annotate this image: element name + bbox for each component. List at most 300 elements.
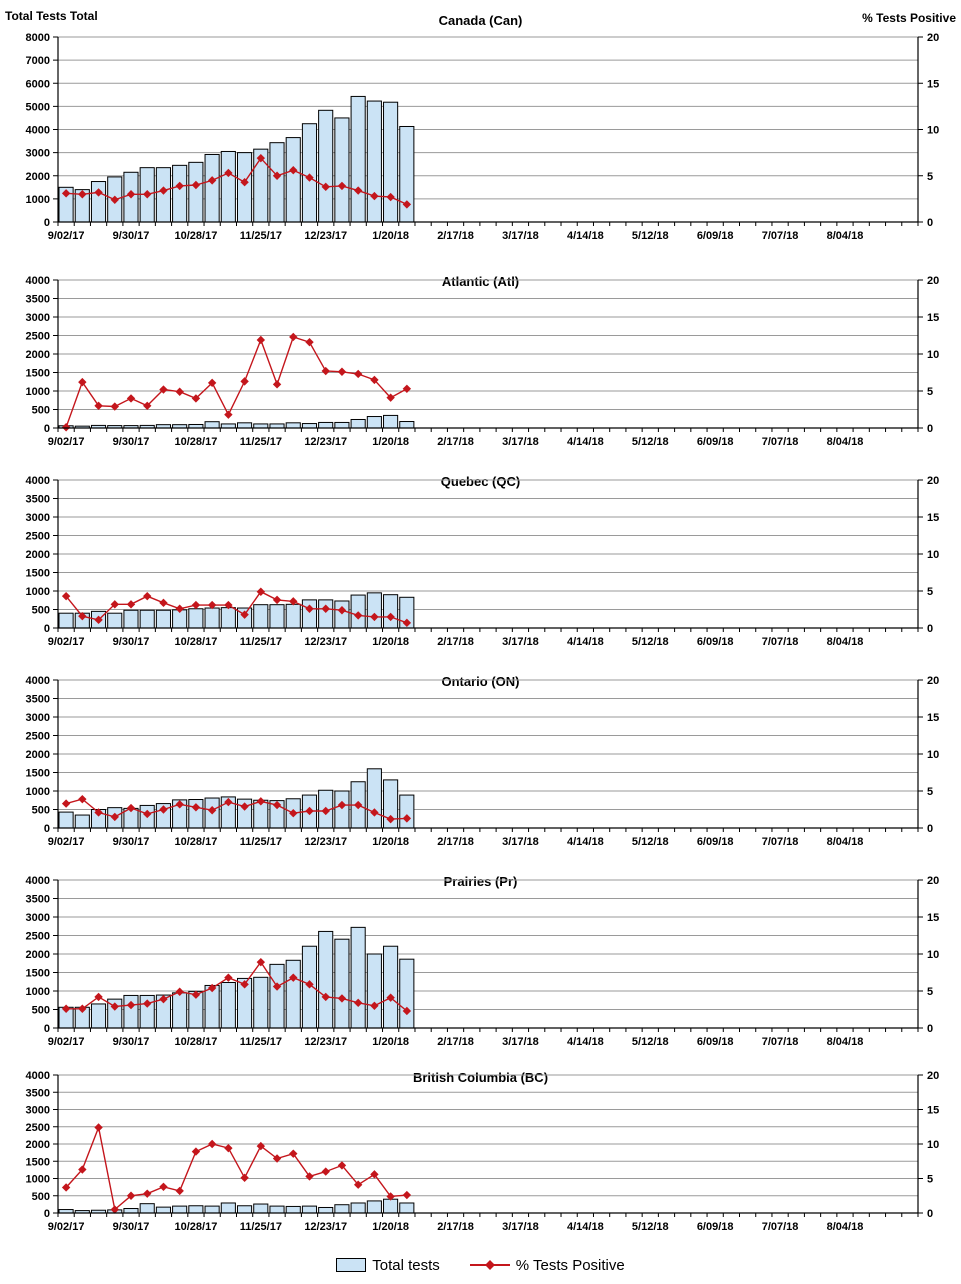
tick-label: 4000 xyxy=(25,675,50,687)
tick-label: 500 xyxy=(31,404,50,417)
tick-label: 7/07/18 xyxy=(761,636,799,648)
tick-label: 0 xyxy=(43,623,50,635)
bar xyxy=(351,96,365,222)
diamond-marker-icon xyxy=(159,1183,167,1191)
tick-label: 10 xyxy=(927,749,940,761)
tick-label: 2000 xyxy=(25,1139,50,1151)
bar xyxy=(205,154,219,222)
tick-label: 9/30/17 xyxy=(112,636,150,648)
bar xyxy=(302,424,316,428)
tick-label: 5 xyxy=(927,986,934,998)
chart-title-canada: Canada (Can) xyxy=(438,13,523,28)
bar xyxy=(173,993,187,1028)
bar xyxy=(91,1004,105,1028)
chart-title-quebec: Quebec (QC) xyxy=(440,474,521,489)
bar xyxy=(286,138,300,222)
diamond-marker-icon xyxy=(273,596,281,604)
tick-label: 7/07/18 xyxy=(761,1221,799,1233)
diamond-marker-icon xyxy=(273,380,281,388)
bar xyxy=(367,101,381,222)
tick-label: 2/17/18 xyxy=(437,836,474,848)
tick-label: 2/17/18 xyxy=(437,1036,474,1048)
legend-line-label: % Tests Positive xyxy=(515,1256,625,1274)
tick-label: 500 xyxy=(31,604,50,617)
tick-label: 1500 xyxy=(25,367,50,380)
tick-label: 6/09/18 xyxy=(696,636,734,648)
tick-label: 1000 xyxy=(25,986,50,998)
tick-label: 9/02/17 xyxy=(47,230,85,242)
legend-item-total-tests xyxy=(336,1257,440,1274)
tick-label: 11/25/17 xyxy=(239,1036,282,1048)
bar xyxy=(351,419,365,428)
bar xyxy=(75,815,89,828)
tick-label: 10 xyxy=(927,349,940,361)
diamond-marker-icon xyxy=(62,799,70,807)
tick-label: 4/14/18 xyxy=(567,1036,604,1048)
tick-label: 1/20/18 xyxy=(372,230,409,242)
tick-label: 6000 xyxy=(25,78,50,91)
diamond-marker-icon xyxy=(192,1147,200,1155)
left-axis-header: Total Tests Total xyxy=(5,9,98,23)
bars-total-tests xyxy=(59,415,414,428)
tick-label: 12/23/17 xyxy=(304,436,348,448)
tick-label: 3500 xyxy=(25,693,50,706)
legend-diamond-marker-icon xyxy=(485,1260,495,1270)
tick-label: 6/09/18 xyxy=(696,436,734,448)
bar xyxy=(124,1209,138,1213)
tick-label: 2500 xyxy=(25,530,50,543)
diamond-marker-icon xyxy=(403,385,411,393)
bar xyxy=(367,954,381,1028)
diamond-marker-icon xyxy=(143,592,151,600)
tick-label: 1000 xyxy=(25,586,50,598)
tick-label: 12/23/17 xyxy=(304,836,348,848)
tick-label: 12/23/17 xyxy=(304,1221,348,1233)
tick-label: 0 xyxy=(43,1023,50,1035)
tick-label: 15 xyxy=(927,912,940,924)
legend-item-pct-positive xyxy=(470,1257,625,1274)
bar xyxy=(270,605,284,628)
tick-label: 11/25/17 xyxy=(239,230,282,242)
diamond-marker-icon xyxy=(224,1144,232,1152)
bar xyxy=(384,102,398,222)
tick-label: 10/28/17 xyxy=(174,836,218,848)
tick-label: 0 xyxy=(43,423,50,435)
bar xyxy=(335,422,349,428)
tick-label: 10/28/17 xyxy=(174,1036,218,1048)
tick-label: 0 xyxy=(927,1208,934,1220)
chart-title-prairies: Prairies (Pr) xyxy=(443,874,518,889)
tick-label: 2500 xyxy=(25,1121,50,1134)
tick-label: 7/07/18 xyxy=(761,836,799,848)
diamond-marker-icon xyxy=(127,394,135,402)
tick-label: 4000 xyxy=(25,875,50,887)
tick-label: 3/17/18 xyxy=(502,836,539,848)
tick-label: 20 xyxy=(927,675,940,687)
tick-label: 2/17/18 xyxy=(437,436,474,448)
bar xyxy=(335,118,349,222)
tick-label: 9/30/17 xyxy=(112,436,150,448)
tick-label: 2500 xyxy=(25,930,50,943)
bar xyxy=(254,1204,268,1213)
tick-label: 15 xyxy=(927,1104,940,1117)
tick-label: 4/14/18 xyxy=(567,1221,604,1233)
bar xyxy=(156,1207,170,1213)
tick-label: 2500 xyxy=(25,330,50,343)
bar xyxy=(286,1206,300,1213)
chart-ontario-on xyxy=(26,675,940,848)
tick-label: 12/23/17 xyxy=(304,636,348,648)
bar xyxy=(205,422,219,428)
tick-label: 5/12/18 xyxy=(631,636,669,648)
tick-label: 9/30/17 xyxy=(112,230,150,242)
chart-quebec-qc xyxy=(26,475,940,648)
right-axis-header: % Tests Positive xyxy=(862,11,956,25)
bar xyxy=(286,604,300,628)
pct-line xyxy=(66,1127,407,1209)
tick-label: 3/17/18 xyxy=(502,436,539,448)
tick-label: 3000 xyxy=(25,312,50,324)
bar xyxy=(400,795,414,828)
diamond-marker-icon xyxy=(127,600,135,608)
chart-british-columbia-bc xyxy=(26,1070,940,1233)
bar xyxy=(335,601,349,628)
tick-label: 10 xyxy=(927,949,940,961)
bar xyxy=(237,1206,251,1213)
tick-label: 5/12/18 xyxy=(631,1221,669,1233)
tick-label: 5/12/18 xyxy=(631,836,669,848)
bar xyxy=(400,422,414,428)
tick-label: 11/25/17 xyxy=(239,836,282,848)
tick-label: 4000 xyxy=(25,475,50,487)
tick-label: 0 xyxy=(43,1208,50,1220)
tick-label: 20 xyxy=(927,32,940,44)
bar xyxy=(286,423,300,428)
bar xyxy=(270,1206,284,1213)
tick-label: 10 xyxy=(927,549,940,561)
tick-label: 9/30/17 xyxy=(112,1221,150,1233)
line-pct-tests-positive xyxy=(62,1123,411,1214)
bar xyxy=(254,977,268,1028)
tick-label: 6/09/18 xyxy=(696,230,734,242)
tick-label: 3500 xyxy=(25,293,50,306)
legend-line-swatch-icon xyxy=(470,1264,510,1266)
tick-label: 0 xyxy=(927,1023,934,1035)
tick-label: 1000 xyxy=(25,786,50,798)
tick-label: 3000 xyxy=(25,512,50,524)
tick-label: 6/09/18 xyxy=(696,836,734,848)
tick-label: 20 xyxy=(927,1070,940,1082)
tick-label: 500 xyxy=(31,804,50,817)
legend-bar-label: Total tests xyxy=(372,1256,440,1274)
tick-label: 9/02/17 xyxy=(47,1221,85,1233)
tick-label: 3500 xyxy=(25,493,50,506)
bar xyxy=(91,182,105,222)
diamond-marker-icon xyxy=(143,1189,151,1197)
tick-label: 4/14/18 xyxy=(567,230,604,242)
tick-label: 4000 xyxy=(25,124,50,137)
tick-label: 3/17/18 xyxy=(502,230,539,242)
tick-label: 1000 xyxy=(25,386,50,398)
bar xyxy=(189,609,203,628)
tick-label: 7/07/18 xyxy=(761,1036,799,1048)
tick-label: 3000 xyxy=(25,912,50,924)
bar xyxy=(205,1206,219,1213)
tick-label: 1/20/18 xyxy=(372,836,409,848)
bar xyxy=(384,946,398,1028)
tick-label: 15 xyxy=(927,78,940,91)
tick-label: 9/30/17 xyxy=(112,1036,150,1048)
tick-label: 1500 xyxy=(25,1156,50,1169)
diamond-marker-icon xyxy=(224,973,232,981)
tick-label: 10 xyxy=(927,124,940,137)
bar xyxy=(221,424,235,428)
diamond-marker-icon xyxy=(257,336,265,344)
tick-label: 8/04/18 xyxy=(826,1221,864,1233)
tick-label: 3000 xyxy=(25,147,50,160)
tick-label: 3000 xyxy=(25,1104,50,1117)
chart-atlantic-atl xyxy=(26,275,940,448)
diamond-marker-icon xyxy=(338,368,346,376)
bar xyxy=(189,1206,203,1213)
bar xyxy=(124,995,138,1028)
chart-prairies-pr xyxy=(26,875,940,1048)
diamond-marker-icon xyxy=(305,338,313,346)
tick-label: 20 xyxy=(927,275,940,287)
diamond-marker-icon xyxy=(322,367,330,375)
tick-label: 12/23/17 xyxy=(304,1036,348,1048)
tick-label: 1000 xyxy=(25,193,50,206)
diamond-marker-icon xyxy=(175,1187,183,1195)
diamond-marker-icon xyxy=(403,1191,411,1199)
bar xyxy=(156,610,170,628)
bar xyxy=(367,1201,381,1213)
bar xyxy=(270,143,284,222)
tick-label: 8/04/18 xyxy=(826,836,864,848)
tick-label: 500 xyxy=(31,1004,50,1017)
tick-label: 2000 xyxy=(25,749,50,761)
tick-label: 4/14/18 xyxy=(567,836,604,848)
tick-label: 500 xyxy=(31,1190,50,1203)
tick-label: 4/14/18 xyxy=(567,636,604,648)
tick-label: 10/28/17 xyxy=(174,436,218,448)
diamond-marker-icon xyxy=(94,1123,102,1131)
tick-label: 9/30/17 xyxy=(112,836,150,848)
bar xyxy=(319,600,333,628)
bar xyxy=(59,613,73,628)
bars-total-tests xyxy=(59,927,414,1028)
bar xyxy=(270,964,284,1028)
tick-label: 10/28/17 xyxy=(174,636,218,648)
bar xyxy=(319,931,333,1028)
bar xyxy=(335,939,349,1028)
tick-label: 1/20/18 xyxy=(372,636,409,648)
bar xyxy=(173,165,187,222)
tick-label: 20 xyxy=(927,475,940,487)
tick-label: 8/04/18 xyxy=(826,636,864,648)
diamond-marker-icon xyxy=(208,1140,216,1148)
bar xyxy=(221,982,235,1028)
bar xyxy=(319,422,333,428)
tick-label: 2000 xyxy=(25,349,50,361)
bar xyxy=(351,1203,365,1213)
tick-label: 10/28/17 xyxy=(174,230,218,242)
bar xyxy=(270,424,284,428)
tick-label: 5 xyxy=(927,386,934,398)
tick-label: 5 xyxy=(927,586,934,598)
tick-label: 0 xyxy=(43,217,50,229)
tick-label: 1/20/18 xyxy=(372,436,409,448)
tick-label: 1500 xyxy=(25,967,50,980)
diamond-marker-icon xyxy=(240,1174,248,1182)
tick-label: 15 xyxy=(927,712,940,724)
tick-label: 3/17/18 xyxy=(502,1221,539,1233)
tick-label: 5/12/18 xyxy=(631,1036,669,1048)
bar xyxy=(384,415,398,428)
chart-canada-can xyxy=(26,32,940,242)
pct-line xyxy=(66,337,407,427)
bar xyxy=(140,1204,154,1213)
bar xyxy=(335,1205,349,1213)
bar xyxy=(221,608,235,628)
bar xyxy=(156,168,170,222)
bar xyxy=(108,613,122,628)
tick-label: 11/25/17 xyxy=(239,636,282,648)
tick-label: 11/25/17 xyxy=(239,1221,282,1233)
tick-label: 3500 xyxy=(25,1087,50,1100)
tick-label: 10 xyxy=(927,1139,940,1151)
bar xyxy=(351,927,365,1028)
tick-label: 8/04/18 xyxy=(826,1036,864,1048)
tick-label: 9/02/17 xyxy=(47,1036,85,1048)
tick-label: 6/09/18 xyxy=(696,1221,734,1233)
tick-label: 1000 xyxy=(25,1173,50,1186)
tick-label: 2/17/18 xyxy=(437,1221,474,1233)
tick-label: 0 xyxy=(927,823,934,835)
tick-label: 15 xyxy=(927,512,940,524)
bar xyxy=(384,1199,398,1213)
bar xyxy=(302,124,316,222)
tick-label: 2/17/18 xyxy=(437,230,474,242)
diamond-marker-icon xyxy=(94,402,102,410)
diamond-marker-icon xyxy=(62,423,70,431)
tick-label: 0 xyxy=(927,217,934,229)
bar xyxy=(302,600,316,628)
bar xyxy=(237,153,251,222)
tick-label: 8/04/18 xyxy=(826,436,864,448)
tick-label: 3000 xyxy=(25,712,50,724)
tick-label: 5000 xyxy=(25,101,50,114)
tick-label: 5 xyxy=(927,1173,934,1186)
bar xyxy=(384,595,398,628)
tick-label: 12/23/17 xyxy=(304,230,348,242)
tick-label: 3/17/18 xyxy=(502,1036,539,1048)
diamond-marker-icon xyxy=(240,377,248,385)
tick-label: 3500 xyxy=(25,893,50,906)
legend-bar-swatch-icon xyxy=(336,1258,366,1272)
tick-label: 5/12/18 xyxy=(631,230,669,242)
tick-label: 3/17/18 xyxy=(502,636,539,648)
tick-label: 4/14/18 xyxy=(567,436,604,448)
bar xyxy=(140,610,154,628)
tick-label: 0 xyxy=(43,823,50,835)
bar xyxy=(319,110,333,222)
tick-label: 2000 xyxy=(25,549,50,561)
tick-label: 9/02/17 xyxy=(47,836,85,848)
tick-label: 6/09/18 xyxy=(696,1036,734,1048)
tick-label: 15 xyxy=(927,312,940,324)
bar xyxy=(335,791,349,828)
tick-label: 5 xyxy=(927,170,934,183)
line-pct-tests-positive xyxy=(62,333,411,432)
bar xyxy=(286,960,300,1028)
tick-label: 1500 xyxy=(25,567,50,580)
bar xyxy=(400,959,414,1028)
legend xyxy=(0,1250,961,1280)
bar xyxy=(254,605,268,628)
tick-label: 9/02/17 xyxy=(47,636,85,648)
diamond-marker-icon xyxy=(354,370,362,378)
tick-label: 7/07/18 xyxy=(761,436,799,448)
bar xyxy=(205,608,219,628)
diamond-marker-icon xyxy=(224,410,232,418)
diamond-marker-icon xyxy=(175,388,183,396)
tick-label: 1/20/18 xyxy=(372,1036,409,1048)
diamond-marker-icon xyxy=(78,378,86,386)
tick-label: 2/17/18 xyxy=(437,636,474,648)
tick-label: 4000 xyxy=(25,275,50,287)
bars-total-tests xyxy=(59,96,414,222)
diamond-marker-icon xyxy=(322,1167,330,1175)
diamond-marker-icon xyxy=(192,601,200,609)
tick-label: 8/04/18 xyxy=(826,230,864,242)
diamond-marker-icon xyxy=(159,599,167,607)
chart-title-british-columbia: British Columbia (BC) xyxy=(412,1070,549,1085)
tick-label: 2000 xyxy=(25,949,50,961)
tick-label: 5/12/18 xyxy=(631,436,669,448)
tick-label: 11/25/17 xyxy=(239,436,282,448)
bar xyxy=(173,1206,187,1213)
tick-label: 9/02/17 xyxy=(47,436,85,448)
bar xyxy=(221,151,235,222)
bar xyxy=(189,162,203,222)
tick-label: 1500 xyxy=(25,767,50,780)
tick-label: 20 xyxy=(927,875,940,887)
bar xyxy=(124,610,138,628)
tick-label: 0 xyxy=(927,623,934,635)
bar xyxy=(221,1203,235,1213)
bar xyxy=(367,417,381,428)
bar xyxy=(59,812,73,828)
tick-label: 7000 xyxy=(25,55,50,68)
tick-label: 2500 xyxy=(25,730,50,743)
bar xyxy=(319,1207,333,1213)
tick-label: 7/07/18 xyxy=(761,230,799,242)
bar xyxy=(254,424,268,428)
bar xyxy=(367,769,381,828)
tick-label: 0 xyxy=(927,423,934,435)
bar xyxy=(367,593,381,628)
diamond-marker-icon xyxy=(289,333,297,341)
tick-label: 10/28/17 xyxy=(174,1221,218,1233)
tick-label: 1/20/18 xyxy=(372,1221,409,1233)
tick-label: 5 xyxy=(927,786,934,798)
bar xyxy=(237,423,251,428)
chart-title-atlantic: Atlantic (Atl) xyxy=(441,274,520,289)
bar xyxy=(302,1206,316,1213)
bars-total-tests xyxy=(59,769,414,828)
chart-title-ontario: Ontario (ON) xyxy=(441,674,520,689)
